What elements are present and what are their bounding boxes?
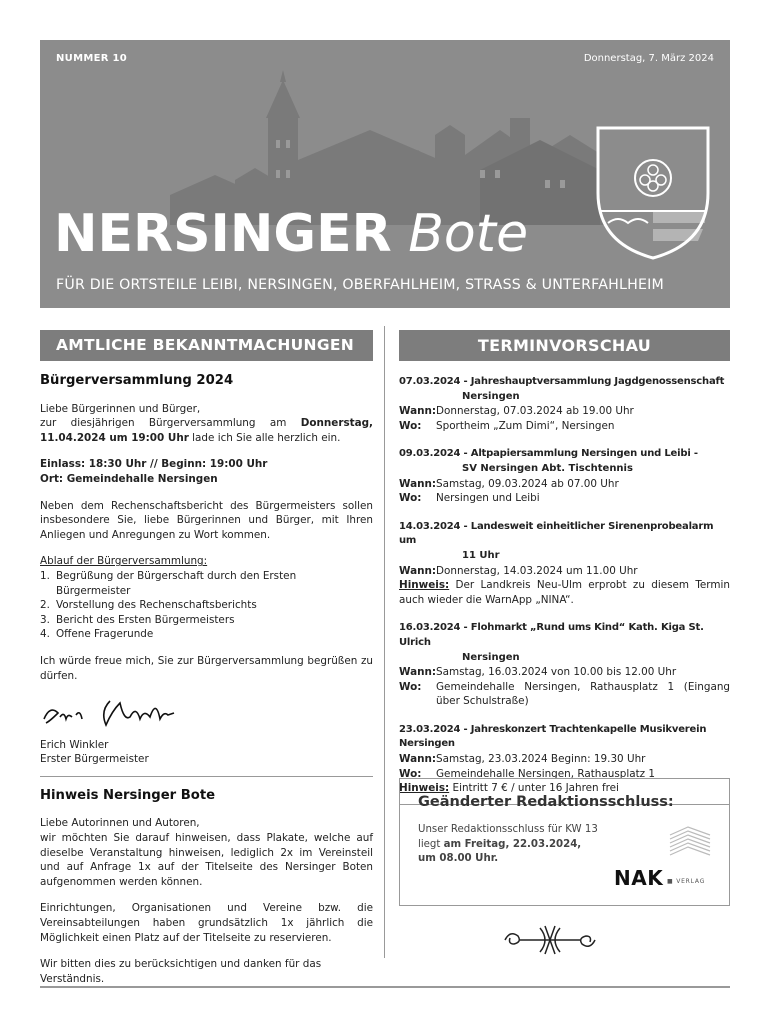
coat-of-arms-crest xyxy=(593,123,713,263)
label-hinweis: Hinweis: xyxy=(399,579,450,592)
label-wann: Wann: xyxy=(399,753,437,766)
article-paragraph: Wir bitten dies zu berücksichtigen und danken für das Verständnis. xyxy=(40,958,322,985)
event-where xyxy=(399,680,730,709)
event-when-value: Donnerstag, 07.03.2024 ab 19.00 Uhr xyxy=(436,405,634,418)
article-paragraph: Ich würde freue mich, Sie zur Bürgerversammlung begrüßen zu dürfen. xyxy=(40,654,373,682)
event-title-continued: 11 Uhr xyxy=(462,549,500,561)
salutation: Liebe Bürgerinnen und Bürger, xyxy=(40,402,201,415)
list-number: 2. xyxy=(40,599,50,612)
label-wo: Wo: xyxy=(399,419,422,432)
section-header-terminvorschau: TERMINVORSCHAU xyxy=(399,330,730,361)
list-number: 1. xyxy=(40,569,50,582)
event-entry xyxy=(399,621,730,709)
event-title: 07.03.2024 - Jahreshauptversammlung Jagdgenossenschaft xyxy=(399,376,725,387)
event-entry xyxy=(399,520,730,608)
event-when-value: Donnerstag, 14.03.2024 um 11.00 Uhr xyxy=(436,564,638,577)
list-number: 3. xyxy=(40,613,50,626)
event-note-value: Der Landkreis Neu-Ulm erprobt zu diesem Termin auch wieder die WarnApp „NINA“. xyxy=(399,579,730,606)
list-text: Bericht des Ersten Bürgermeisters xyxy=(56,613,235,626)
paper-stack-icon xyxy=(668,825,712,861)
masthead xyxy=(40,40,730,308)
label-wann: Wann: xyxy=(399,564,437,577)
salutation: Liebe Autorinnen und Autoren, xyxy=(40,817,200,830)
label-hinweis: Hinweis: xyxy=(399,782,450,795)
list-item xyxy=(40,627,373,642)
deadline-time: um 08.00 Uhr. xyxy=(418,853,499,864)
event-when xyxy=(399,404,730,419)
text-span: liegt xyxy=(418,838,444,850)
right-column xyxy=(399,330,730,805)
event-where-value: Nersingen und Leibi xyxy=(436,492,540,505)
left-column xyxy=(40,330,373,986)
nak-logo-sub: ■ VERLAG xyxy=(667,878,706,885)
section-rule xyxy=(40,776,373,777)
event-title: 09.03.2024 - Altpapiersammlung Nersingen und Leibi - xyxy=(399,448,698,460)
event-title: 14.03.2024 - Landesweit einheitlicher Sirenenprobealarm um xyxy=(399,520,714,547)
article-paragraph: Einrichtungen, Organisationen und Vereine bzw. die Vereinsabteilungen haben grundsätzlich 1x jährlich die Möglichkeit einen Platz auf der Titelseite zu reservieren. xyxy=(40,902,373,944)
event-where xyxy=(399,491,730,506)
event-when xyxy=(399,564,730,579)
deadline-title: Geänderter Redaktionsschluss: xyxy=(418,794,674,810)
list-text: Vorstellung des Rechenschaftsberichts xyxy=(56,599,257,612)
text-span: zur diesjährigen Bürgerversammlung am xyxy=(40,417,301,430)
event-title-continued: Nersingen xyxy=(462,651,520,663)
label-wo: Wo: xyxy=(399,492,422,505)
einlass-info: Einlass: 18:30 Uhr // Beginn: 19:00 Uhr xyxy=(40,458,268,471)
label-wo: Wo: xyxy=(399,680,422,693)
agenda-list xyxy=(40,569,373,642)
title-italic: Bote xyxy=(408,204,529,264)
title-main: NERSINGER xyxy=(54,204,392,264)
masthead-subtitle: FÜR DIE ORTSTEILE LEIBI, NERSINGEN, OBERFAHLHEIM, STRASS & UNTERFAHLHEIM xyxy=(56,277,664,293)
label-wann: Wann: xyxy=(399,477,437,490)
article-paragraph: Neben dem Rechenschaftsbericht des Bürgermeisters sollen insbesondere Sie, liebe Bürgerinnen und Bürger, mit Ihren Anliegen und Anregungen zu Wort kommen. xyxy=(40,499,373,541)
label-wann: Wann: xyxy=(399,666,437,679)
event-title: 23.03.2024 - Jahreskonzert Trachtenkapelle Musikverein Nersingen xyxy=(399,723,707,750)
event-when-value: Samstag, 23.03.2024 Beginn: 19.30 Uhr xyxy=(436,753,646,766)
event-when-value: Samstag, 09.03.2024 ab 07.00 Uhr xyxy=(436,477,619,490)
section-header-amtliche: AMTLICHE BEKANNTMACHUNGEN xyxy=(40,330,373,361)
signature-role: Erster Bürgermeister xyxy=(40,753,149,766)
masthead-title xyxy=(54,204,529,264)
deadline-line xyxy=(418,838,598,853)
text-span: wir möchten Sie darauf hinweisen, dass Plakate, welche auf dieselbe Veranstaltung hinweisen, lediglich 2x im Vereinsteil und auf Anfrage 1x auf der Titelseite des Nersinger Boten aufgenommen werden können. xyxy=(40,832,373,888)
deadline-line: Unser Redaktionsschluss für KW 13 xyxy=(418,824,598,835)
list-item xyxy=(40,598,373,613)
list-text: Offene Fragerunde xyxy=(56,628,154,641)
event-where-value: Gemeindehalle Nersingen, Rathausplatz 1 (Eingang über Schulstraße) xyxy=(436,680,730,708)
event-when-value: Samstag, 16.03.2024 von 10.00 bis 12.00 Uhr xyxy=(436,666,677,679)
article-paragraph xyxy=(40,402,373,446)
event-when xyxy=(399,477,730,492)
logo-sub-text: VERLAG xyxy=(676,878,706,885)
event-title-continued: SV Nersingen Abt. Tischtennis xyxy=(462,462,633,474)
ablauf-heading: Ablauf der Bürgerversammlung: xyxy=(40,555,208,568)
bottom-rule xyxy=(40,986,730,988)
deadline-text xyxy=(418,823,598,867)
event-where-value: Gemeindehalle Nersingen, Rathausplatz 1 xyxy=(436,767,656,780)
nak-logo: NAK xyxy=(614,866,664,890)
event-when xyxy=(399,752,730,767)
event-entry xyxy=(399,375,730,433)
event-where-value: Sportheim „Zum Dimi“, Nersingen xyxy=(436,419,615,432)
issue-number: NUMMER 10 xyxy=(56,53,128,64)
issue-date: Donnerstag, 7. März 2024 xyxy=(583,53,714,64)
event-title-continued: Nersingen xyxy=(462,390,520,402)
event-when xyxy=(399,665,730,680)
signature-name: Erich Winkler xyxy=(40,738,109,751)
label-wo: Wo: xyxy=(399,767,422,780)
article-paragraph xyxy=(40,816,373,889)
article-title-buergerversammlung: Bürgerversammlung 2024 xyxy=(40,373,234,388)
deadline-date: am Freitag, 22.03.2024, xyxy=(443,838,582,850)
list-number: 4. xyxy=(40,628,50,641)
column-divider xyxy=(384,326,385,958)
decorative-ornament xyxy=(500,922,600,958)
event-note xyxy=(399,578,730,607)
ort-info: Ort: Gemeindehalle Nersingen xyxy=(40,472,218,485)
event-where xyxy=(399,419,730,434)
label-wann: Wann: xyxy=(399,405,437,418)
article-title-hinweis: Hinweis Nersinger Bote xyxy=(40,787,216,803)
deadline-notice-box xyxy=(399,778,730,906)
list-item xyxy=(40,569,373,598)
event-entry xyxy=(399,447,730,505)
list-item xyxy=(40,613,373,628)
event-note-value: Eintritt 7 € / unter 16 Jahren frei xyxy=(452,782,619,795)
list-text: Begrüßung der Bürgerschaft durch den Ersten Bürgermeister xyxy=(56,569,297,597)
signature-image xyxy=(40,691,200,731)
event-title: 16.03.2024 - Flohmarkt „Rund ums Kind“ Kath. Kiga St. Ulrich xyxy=(399,622,704,648)
text-span: lade ich Sie alle herzlich ein. xyxy=(188,431,341,444)
meeting-date: Donnerstag, 11.04.2024 um 19:00 Uhr xyxy=(40,417,373,444)
